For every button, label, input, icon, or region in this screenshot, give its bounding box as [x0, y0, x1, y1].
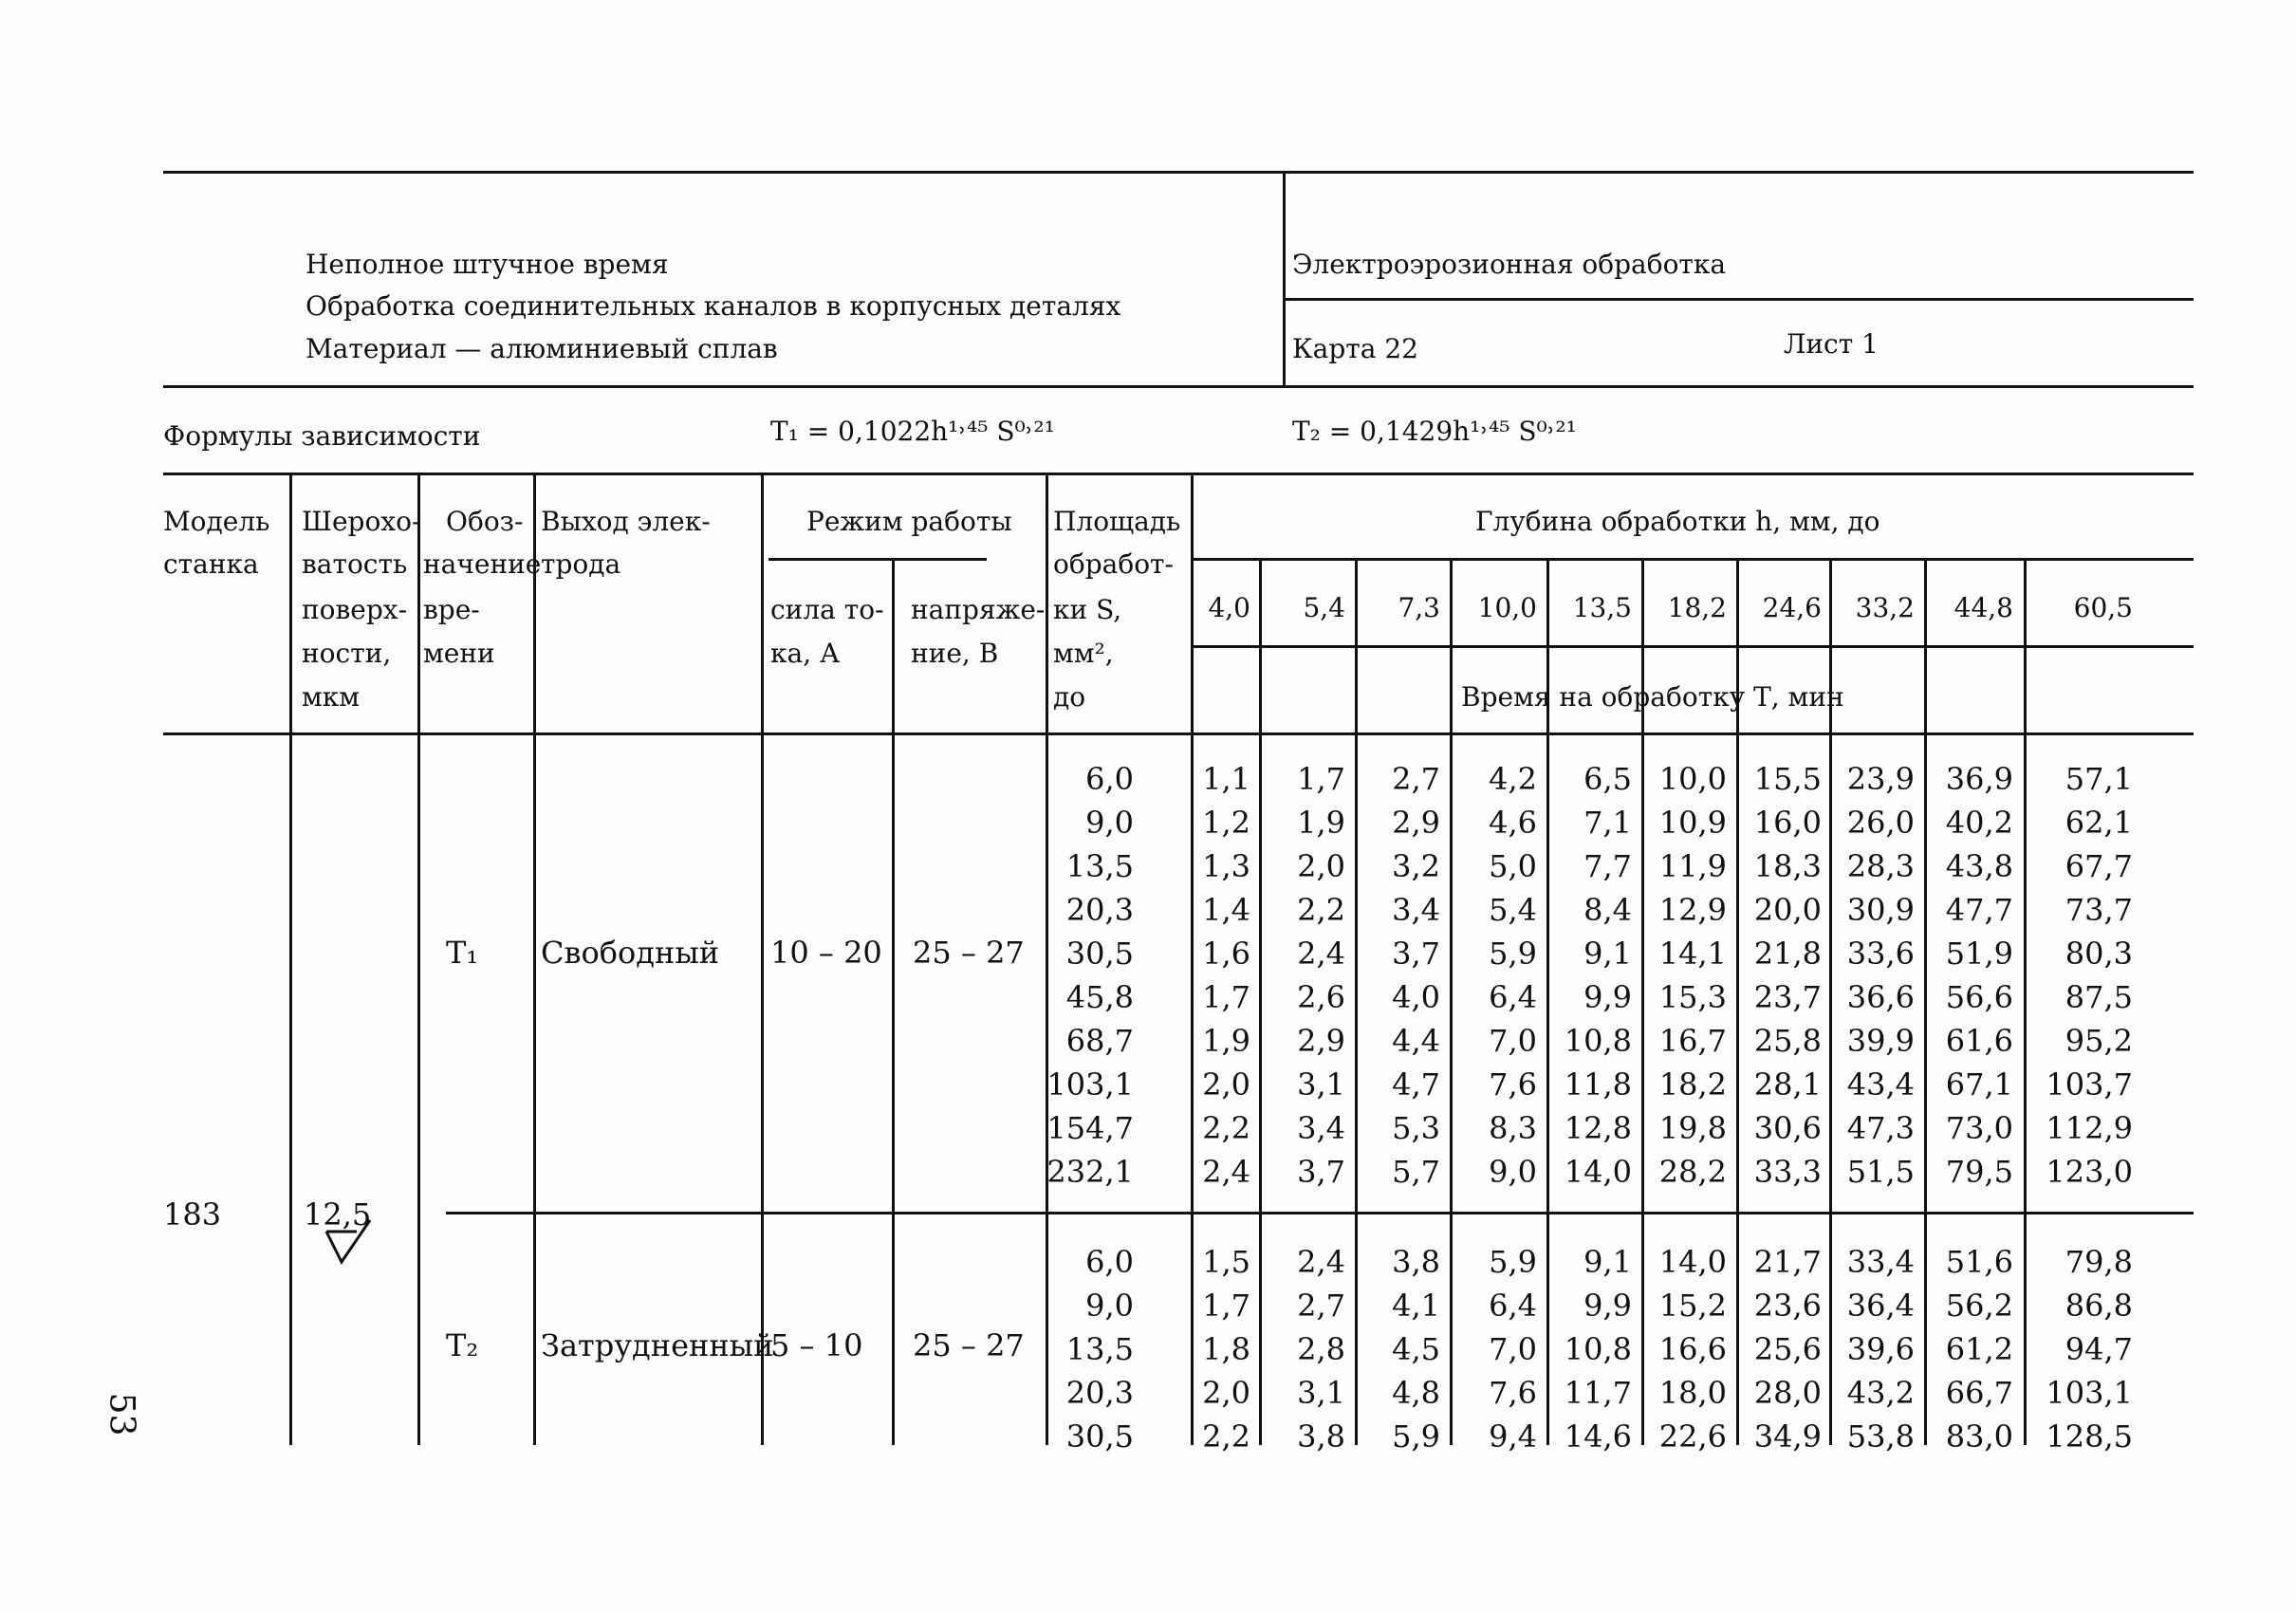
time-value: 83,0: [1945, 1418, 2013, 1455]
time-value: 18,2: [1658, 1066, 1727, 1103]
time-value: 36,6: [1846, 979, 1915, 1015]
time-value: 16,7: [1658, 1023, 1727, 1059]
time-value: 53,8: [1846, 1418, 1915, 1455]
time-value: 2,4: [1297, 1244, 1345, 1280]
group2-electrode: Затрудненный: [541, 1327, 774, 1363]
time-value: 1,9: [1202, 1023, 1250, 1059]
time-value: 1,6: [1202, 936, 1250, 972]
depth-value: 24,6: [1762, 592, 1822, 623]
hdr-area-4: мм²,: [1053, 638, 1114, 669]
time-value: 16,0: [1753, 805, 1822, 841]
time-value: 4,4: [1392, 1023, 1440, 1059]
time-value: 4,7: [1392, 1066, 1440, 1103]
time-value: 61,2: [1945, 1331, 2013, 1367]
time-value: 103,1: [2046, 1375, 2133, 1411]
time-value: 21,7: [1753, 1244, 1822, 1280]
time-value: 6,5: [1583, 761, 1632, 797]
time-value: 28,0: [1753, 1375, 1822, 1411]
group-separator-rule: [446, 1212, 2194, 1214]
v-model: [289, 473, 292, 1445]
time-value: 23,7: [1753, 979, 1822, 1015]
time-value: 43,4: [1846, 1066, 1915, 1103]
time-value: 51,6: [1945, 1244, 2013, 1280]
area-value: 232,1: [1046, 1154, 1134, 1190]
v-electrode: [761, 473, 764, 1445]
time-value: 47,3: [1846, 1110, 1915, 1146]
time-value: 5,4: [1489, 892, 1537, 928]
roughness-value: 12,5: [304, 1196, 372, 1233]
time-value: 9,4: [1489, 1418, 1537, 1455]
time-value: 10,0: [1658, 761, 1727, 797]
time-value: 5,9: [1489, 1244, 1537, 1280]
time-value: 10,9: [1658, 805, 1727, 841]
time-value: 28,1: [1753, 1066, 1822, 1103]
area-value: 20,3: [1065, 892, 1134, 928]
hdr-rough-2: ватость: [302, 548, 408, 580]
time-value: 30,9: [1846, 892, 1915, 928]
time-value: 15,2: [1658, 1288, 1727, 1324]
time-value: 2,6: [1297, 979, 1345, 1015]
time-value: 22,6: [1658, 1418, 1727, 1455]
time-value: 25,6: [1753, 1331, 1822, 1367]
time-value: 18,3: [1753, 848, 1822, 884]
time-value: 39,9: [1846, 1023, 1915, 1059]
time-value: 1,1: [1202, 761, 1250, 797]
area-value: 20,3: [1065, 1375, 1134, 1411]
hdr-area-2: обработ-: [1053, 548, 1174, 580]
time-value: 33,3: [1753, 1154, 1822, 1190]
area-value: 30,5: [1065, 1418, 1134, 1455]
time-value: 56,2: [1945, 1288, 2013, 1324]
time-value: 12,8: [1564, 1110, 1632, 1146]
time-value: 15,3: [1658, 979, 1727, 1015]
time-value: 19,8: [1658, 1110, 1727, 1146]
time-value: 33,6: [1846, 936, 1915, 972]
hdr-voltage-2: ние, В: [911, 638, 999, 669]
area-value: 13,5: [1065, 848, 1134, 884]
time-value: 57,1: [2065, 761, 2133, 797]
time-value: 2,7: [1297, 1288, 1345, 1324]
time-value: 9,9: [1583, 1288, 1632, 1324]
model-value: 183: [163, 1196, 222, 1233]
time-value: 5,3: [1392, 1110, 1440, 1146]
hdr-desig-3: вре-: [423, 594, 480, 625]
time-value: 67,7: [2065, 848, 2133, 884]
group2-current: 5 – 10: [770, 1327, 863, 1363]
time-value: 51,9: [1945, 936, 2013, 972]
time-value: 2,8: [1297, 1331, 1345, 1367]
hdr-current-1: сила то-: [770, 594, 884, 625]
time-value: 1,8: [1202, 1331, 1250, 1367]
time-value: 61,6: [1945, 1023, 2013, 1059]
time-value: 26,0: [1846, 805, 1915, 841]
title-line-2: Обработка соединительных каналов в корпусных деталях: [306, 290, 1121, 322]
time-value: 10,8: [1564, 1023, 1632, 1059]
depth-value: 5,4: [1303, 592, 1345, 623]
time-value: 2,4: [1297, 936, 1345, 972]
time-value: 73,0: [1945, 1110, 2013, 1146]
hdr-rough-3: поверх-: [302, 594, 408, 625]
time-value: 11,8: [1564, 1066, 1632, 1103]
roughness-triangle-icon: [323, 1216, 376, 1271]
time-value: 4,2: [1489, 761, 1537, 797]
time-value: 36,4: [1846, 1288, 1915, 1324]
area-value: 30,5: [1065, 936, 1134, 972]
time-value: 43,8: [1945, 848, 2013, 884]
area-value: 6,0: [1085, 761, 1134, 797]
time-value: 80,3: [2065, 936, 2133, 972]
formulas-label: Формулы зависимости: [163, 420, 481, 452]
time-value: 51,5: [1846, 1154, 1915, 1190]
hdr-model-2: станка: [163, 548, 259, 580]
time-value: 5,9: [1489, 936, 1537, 972]
area-value: 68,7: [1065, 1023, 1134, 1059]
depth-value: 4,0: [1208, 592, 1250, 623]
time-value: 23,6: [1753, 1288, 1822, 1324]
time-value: 1,7: [1297, 761, 1345, 797]
hdr-desig-4: мени: [423, 638, 495, 669]
area-value: 13,5: [1065, 1331, 1134, 1367]
time-value: 62,1: [2065, 805, 2133, 841]
hdr-time: Время на обработку Т, мин: [1461, 681, 1844, 713]
hdr-current-2: ка, А: [770, 638, 841, 669]
depth-value: 44,8: [1953, 592, 2013, 623]
sheet-number: Лист 1: [1784, 328, 1879, 360]
time-value: 2,7: [1392, 761, 1440, 797]
time-value: 7,6: [1489, 1375, 1537, 1411]
group1-electrode: Свободный: [541, 935, 720, 971]
time-value: 34,9: [1753, 1418, 1822, 1455]
hdr-area-3: ки S,: [1053, 594, 1122, 625]
top-rule: [163, 171, 2194, 174]
title-bottom-rule: [163, 385, 2194, 388]
time-value: 36,9: [1945, 761, 2013, 797]
group1-designation: T₁: [446, 935, 479, 971]
time-value: 20,0: [1753, 892, 1822, 928]
time-value: 1,3: [1202, 848, 1250, 884]
time-value: 6,4: [1489, 979, 1537, 1015]
time-value: 79,5: [1945, 1154, 2013, 1190]
area-value: 9,0: [1085, 1288, 1134, 1324]
process-name: Электроэрозионная обработка: [1292, 249, 1727, 280]
time-value: 4,8: [1392, 1375, 1440, 1411]
time-value: 128,5: [2046, 1418, 2133, 1455]
time-value: 1,2: [1202, 805, 1250, 841]
time-value: 47,7: [1945, 892, 2013, 928]
time-value: 11,7: [1564, 1375, 1632, 1411]
time-value: 9,9: [1583, 979, 1632, 1015]
depth-values-rule: [1194, 645, 2194, 648]
hdr-desig-2: начение: [423, 548, 542, 580]
depth-value: 60,5: [2073, 592, 2133, 623]
table-top-rule: [163, 473, 2194, 475]
time-value: 14,1: [1658, 936, 1727, 972]
hdr-rough-5: мкм: [302, 681, 361, 713]
hdr-mode: Режим работы: [806, 506, 1012, 537]
time-value: 14,0: [1564, 1154, 1632, 1190]
time-value: 43,2: [1846, 1375, 1915, 1411]
time-value: 4,1: [1392, 1288, 1440, 1324]
hdr-rough-4: ности,: [302, 638, 392, 669]
group2-voltage: 25 – 27: [913, 1327, 1025, 1363]
time-value: 86,8: [2065, 1288, 2133, 1324]
time-value: 3,8: [1392, 1244, 1440, 1280]
time-value: 5,7: [1392, 1154, 1440, 1190]
time-value: 4,0: [1392, 979, 1440, 1015]
hdr-voltage-1: напряже-: [911, 594, 1046, 625]
hdr-area-5: до: [1053, 681, 1086, 713]
time-value: 2,2: [1202, 1110, 1250, 1146]
time-value: 103,7: [2046, 1066, 2133, 1103]
time-value: 2,4: [1202, 1154, 1250, 1190]
group1-current: 10 – 20: [770, 935, 882, 971]
page-number: 53: [102, 1392, 141, 1437]
time-value: 2,9: [1297, 1023, 1345, 1059]
time-value: 123,0: [2046, 1154, 2133, 1190]
area-value: 103,1: [1046, 1066, 1134, 1103]
time-value: 67,1: [1945, 1066, 2013, 1103]
depth-header-rule: [1194, 558, 2194, 561]
time-value: 7,7: [1583, 848, 1632, 884]
time-value: 4,5: [1392, 1331, 1440, 1367]
time-value: 112,9: [2046, 1110, 2133, 1146]
time-value: 7,1: [1583, 805, 1632, 841]
depth-value: 18,2: [1667, 592, 1727, 623]
time-value: 2,2: [1297, 892, 1345, 928]
depth-value: 33,2: [1855, 592, 1915, 623]
time-value: 79,8: [2065, 1244, 2133, 1280]
time-value: 3,1: [1297, 1375, 1345, 1411]
time-value: 28,3: [1846, 848, 1915, 884]
time-value: 3,7: [1297, 1154, 1345, 1190]
group2-designation: T₂: [446, 1327, 479, 1363]
title-right-rule: [1286, 298, 2194, 301]
time-value: 1,9: [1297, 805, 1345, 841]
time-value: 16,6: [1658, 1331, 1727, 1367]
card-number: Карта 22: [1292, 333, 1418, 364]
time-value: 73,7: [2065, 892, 2133, 928]
area-value: 45,8: [1065, 979, 1134, 1015]
time-value: 87,5: [2065, 979, 2133, 1015]
title-line-3: Материал — алюминиевый сплав: [306, 333, 778, 364]
time-value: 94,7: [2065, 1331, 2133, 1367]
area-value: 154,7: [1046, 1110, 1134, 1146]
title-line-1: Неполное штучное время: [306, 249, 669, 280]
hdr-depth: Глубина обработки h, мм, до: [1475, 506, 1880, 537]
time-value: 2,9: [1392, 805, 1440, 841]
time-value: 2,0: [1297, 848, 1345, 884]
time-value: 1,4: [1202, 892, 1250, 928]
time-value: 10,8: [1564, 1331, 1632, 1367]
time-value: 12,9: [1658, 892, 1727, 928]
formula-t2: T₂ = 0,1429h¹˒⁴⁵ S⁰˒²¹: [1292, 416, 1577, 447]
time-value: 40,2: [1945, 805, 2013, 841]
time-value: 25,8: [1753, 1023, 1822, 1059]
mode-header-rule: [768, 558, 987, 561]
time-value: 14,6: [1564, 1418, 1632, 1455]
time-value: 3,4: [1392, 892, 1440, 928]
time-value: 28,2: [1658, 1154, 1727, 1190]
time-value: 66,7: [1945, 1375, 2013, 1411]
time-value: 33,4: [1846, 1244, 1915, 1280]
hdr-desig-1: Обоз-: [446, 506, 524, 537]
time-value: 8,4: [1583, 892, 1632, 928]
hdr-model-1: Модель: [163, 506, 270, 537]
time-value: 2,0: [1202, 1375, 1250, 1411]
hdr-rough-1: Шерохо-: [302, 506, 421, 537]
v-rough: [417, 473, 420, 1445]
time-value: 7,6: [1489, 1066, 1537, 1103]
time-value: 6,4: [1489, 1288, 1537, 1324]
time-value: 15,5: [1753, 761, 1822, 797]
v-desig: [533, 473, 536, 1445]
time-value: 1,5: [1202, 1244, 1250, 1280]
formula-t1: T₁ = 0,1022h¹˒⁴⁵ S⁰˒²¹: [770, 416, 1055, 447]
time-value: 4,6: [1489, 805, 1537, 841]
time-value: 3,2: [1392, 848, 1440, 884]
group1-voltage: 25 – 27: [913, 935, 1025, 971]
time-value: 3,1: [1297, 1066, 1345, 1103]
time-value: 30,6: [1753, 1110, 1822, 1146]
time-value: 5,9: [1392, 1418, 1440, 1455]
time-value: 18,0: [1658, 1375, 1727, 1411]
depth-value: 13,5: [1572, 592, 1632, 623]
time-value: 21,8: [1753, 936, 1822, 972]
time-value: 5,0: [1489, 848, 1537, 884]
time-value: 7,0: [1489, 1331, 1537, 1367]
time-value: 1,7: [1202, 979, 1250, 1015]
time-value: 9,0: [1489, 1154, 1537, 1190]
time-value: 14,0: [1658, 1244, 1727, 1280]
area-value: 9,0: [1085, 805, 1134, 841]
depth-value: 7,3: [1398, 592, 1440, 623]
time-value: 3,7: [1392, 936, 1440, 972]
time-value: 8,3: [1489, 1110, 1537, 1146]
v-current: [892, 558, 895, 1445]
time-value: 7,0: [1489, 1023, 1537, 1059]
time-value: 3,8: [1297, 1418, 1345, 1455]
area-value: 6,0: [1085, 1244, 1134, 1280]
hdr-electrode-1: Выход элек-: [541, 506, 711, 537]
time-value: 23,9: [1846, 761, 1915, 797]
time-value: 11,9: [1658, 848, 1727, 884]
depth-value: 10,0: [1477, 592, 1537, 623]
time-value: 2,2: [1202, 1418, 1250, 1455]
time-value: 39,6: [1846, 1331, 1915, 1367]
time-value: 9,1: [1583, 936, 1632, 972]
time-value: 95,2: [2065, 1023, 2133, 1059]
time-value: 56,6: [1945, 979, 2013, 1015]
title-divider: [1283, 171, 1286, 385]
hdr-electrode-2: трода: [541, 548, 621, 580]
time-value: 2,0: [1202, 1066, 1250, 1103]
hdr-area-1: Площадь: [1053, 506, 1181, 537]
header-bottom-rule: [163, 732, 2194, 735]
time-value: 3,4: [1297, 1110, 1345, 1146]
time-value: 9,1: [1583, 1244, 1632, 1280]
time-value: 1,7: [1202, 1288, 1250, 1324]
